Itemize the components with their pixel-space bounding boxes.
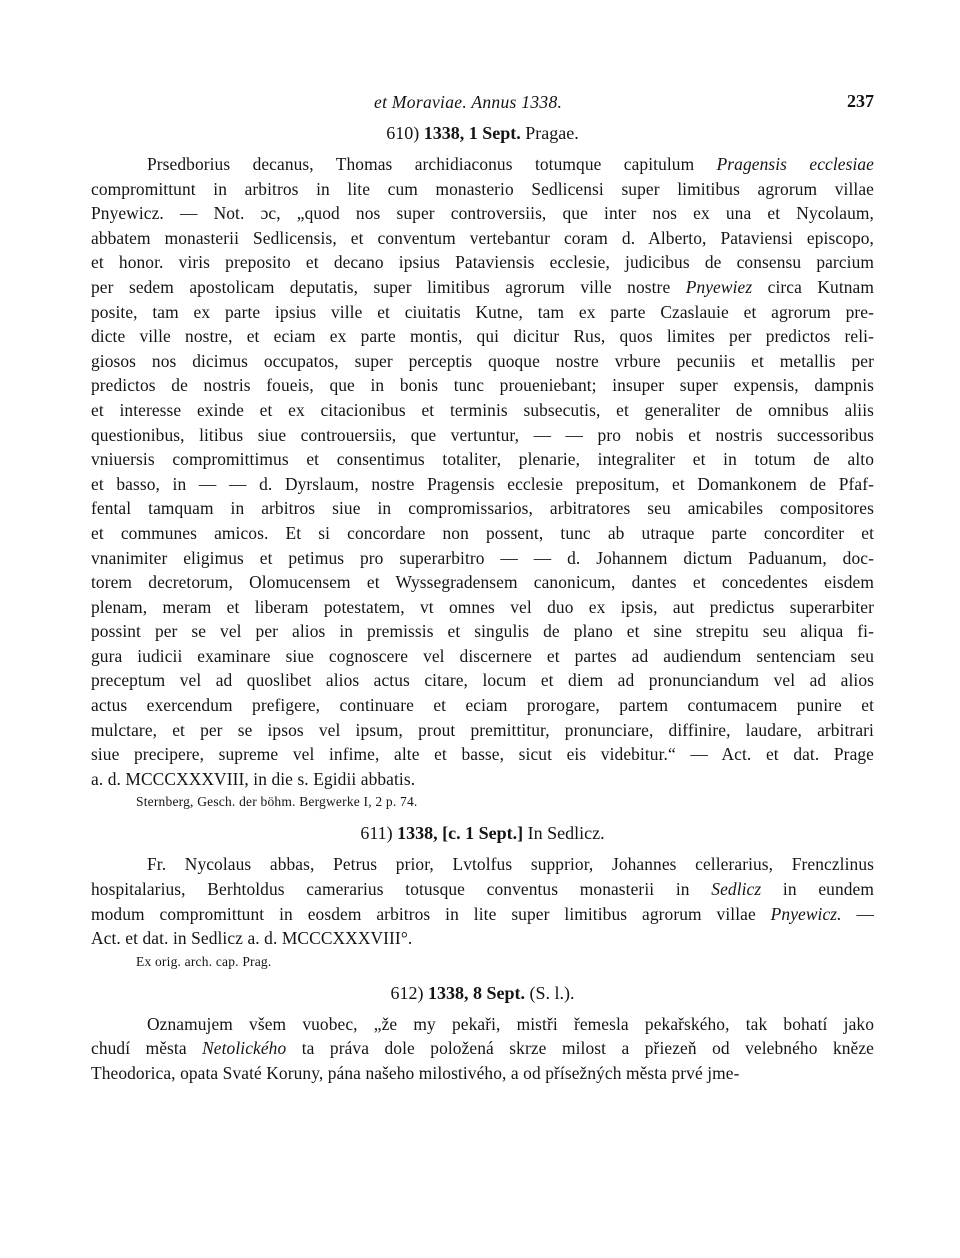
- text-run: chudí města: [91, 1038, 203, 1059]
- entries-container: [91, 118, 874, 1086]
- text-line: [91, 877, 874, 902]
- text-run: et honor. viris preposito et decano ipsius Pataviensis ecclesie, judicibus de consensu parcium: [91, 252, 874, 273]
- running-header: [91, 92, 874, 118]
- text-run: fental tamquam in arbitros siue in compromissarios, arbitratores seu amicabiles compositores: [91, 498, 874, 519]
- text-run: Oznamujem všem vuobec, „že my pekaři, mistři řemesla pekařského, tak bohatí jako: [147, 1013, 874, 1034]
- entry-place: In Sedlicz.: [527, 823, 605, 844]
- text-run: posite, tam ex parte ipsius ville et ciuitatis Kutne, tam ex parte Czaslauie et agrorum pre-: [91, 301, 874, 322]
- text-run: abbatem monasterii Sedlicensis, et conventum vertebantur coram d. Alberto, Pataviensi episcopo,: [91, 227, 874, 248]
- entry-number: 610): [386, 123, 420, 143]
- text-run: plenam, meram et liberam potestatem, vt omnes vel duo ex ipsis, aut predictus superarbiter: [91, 596, 874, 617]
- text-run: Fr. Nycolaus abbas, Petrus prior, Lvtolfus supprior, Johannes cellerarius, Frenczlinus: [147, 854, 874, 875]
- text-line: [91, 275, 874, 300]
- entry-text: [91, 1012, 874, 1086]
- text-line: [91, 852, 874, 877]
- text-line: [91, 902, 874, 927]
- text-run: in eundem: [761, 879, 874, 900]
- text-run: mulctare, et per se ipsos vel ipsum, prout premittitur, pronunciare, diffinire, laudare, arbitrari: [91, 719, 874, 740]
- text-run: predictos de nostris foueis, que in bonis tunc proueniebant; insuper super expensis, dampnis: [91, 375, 874, 396]
- text-run: modum compromittunt in eosdem arbitros in lite super limitibus agrorum villae: [91, 903, 771, 924]
- text-run: Pnyewicz. — Not. ɔc, „quod nos super controversiis, que inter nos ex una et Nycolaum,: [91, 203, 874, 224]
- entry-text: [91, 852, 874, 950]
- page-number: 237: [847, 91, 874, 111]
- text-line: [91, 300, 874, 325]
- text-line: [91, 1012, 874, 1037]
- text-line: [91, 767, 874, 792]
- source-citation: Sternberg, Gesch. der böhm. Bergwerke I, 2 p. 74.: [136, 794, 418, 810]
- text-line: [91, 349, 874, 374]
- text-run: torem decretorum, Olomucensem et Wyssegradensem canonicum, dantes et concedentes eisdem: [91, 572, 874, 593]
- italic-run: Sedlicz: [711, 879, 762, 900]
- text-run: possint per se vel per alios in premissis et singulis de plano et sine strepitu seu aliqua fi-: [91, 621, 874, 642]
- italic-run: Pnyewicz.: [770, 903, 842, 924]
- text-line: [91, 926, 874, 951]
- entry-heading: [91, 818, 874, 848]
- text-run: vniuersis compromittimus et consentimus totaliter, plenarie, integraliter et in totum de alto: [91, 449, 874, 470]
- text-run: dicte ville nostre, et eciam ex parte montis, qui dicitur Rus, quos limites per predictos reli-: [91, 326, 874, 347]
- entry-place: (S. l.).: [529, 982, 575, 1003]
- entry-number: 612): [390, 982, 424, 1003]
- entry-place: Pragae.: [525, 123, 579, 143]
- text-line: [91, 742, 874, 767]
- text-line: [91, 595, 874, 620]
- text-run: hospitalarius, Berhtoldus camerarius totusque conventus monasterii in: [91, 879, 712, 900]
- text-line: [91, 398, 874, 423]
- text-run: actus exercendum prefigere, continuare et eciam prorogare, partem contumacem punire et: [91, 695, 874, 716]
- text-line: [91, 718, 874, 743]
- source-citation: Ex orig. arch. cap. Prag.: [136, 953, 272, 969]
- text-line: [91, 521, 874, 546]
- text-line: [91, 619, 874, 644]
- text-run: giosos nos dicimus occupatos, super perceptis quoque nostre vrbure pecuniis et metallis per: [91, 350, 874, 371]
- document-page: [91, 92, 874, 1086]
- text-run: Act. et dat. in Sedlicz a. d. MCCCXXXVIII°.: [91, 928, 413, 949]
- text-line: [91, 226, 874, 251]
- entry-date: 1338, [c. 1 Sept.]: [397, 823, 524, 844]
- text-run: circa Kutnam: [752, 276, 874, 297]
- text-line: [91, 423, 874, 448]
- text-run: et interesse exinde et ex citacionibus et terminis subsecutis, et generaliter de omnibus aliis: [91, 399, 874, 420]
- text-line: [91, 1061, 874, 1086]
- text-run: et communes amicos. Et si concordare non possent, tunc ab utraque parte concorditer et: [91, 522, 874, 543]
- entry-date: 1338, 8 Sept.: [427, 982, 525, 1003]
- text-line: [91, 570, 874, 595]
- text-run: Prsedborius decanus, Thomas archidiaconus totumque capitulum: [147, 154, 717, 174]
- text-line: [91, 177, 874, 202]
- entry-number: 611): [360, 823, 393, 844]
- text-line: [91, 250, 874, 275]
- text-run: Theodorica, opata Svaté Koruny, pána našeho milostivého, a od přísežných města prvé jme-: [91, 1063, 740, 1083]
- text-line: [91, 201, 874, 226]
- text-run: ta práva dole položená skrze milost a přiezeň od velebného kněze: [286, 1038, 874, 1059]
- text-line: [91, 1036, 874, 1061]
- italic-run: Pnyewiez: [685, 276, 753, 297]
- text-line: [91, 496, 874, 521]
- entry-text: [91, 152, 874, 791]
- text-line: [91, 644, 874, 669]
- italic-run: Netolického: [202, 1038, 287, 1059]
- text-run: —: [841, 903, 874, 924]
- text-run: preceptum vel ad quoslibet alios actus citare, locum et diem ad pronunciandum vel ad alios: [91, 670, 874, 691]
- text-line: [91, 152, 874, 177]
- entry-heading: [91, 118, 874, 148]
- italic-run: Pragensis ecclesiae: [716, 154, 875, 174]
- text-run: siue precipere, supreme vel infime, alte et basse, sicut eis videbitur.“ — Act. et dat. Prage: [91, 744, 874, 765]
- text-run: per sedem apostolicam deputatis, super limitibus agrorum ville nostre: [91, 276, 686, 297]
- entry-heading: [91, 978, 874, 1008]
- text-line: [91, 546, 874, 571]
- text-line: [91, 373, 874, 398]
- text-line: [91, 324, 874, 349]
- text-line: [91, 447, 874, 472]
- text-run: et basso, in — — d. Dyrslaum, nostre Pragensis ecclesie prepositum, et Domankonem de Pfaf-: [91, 473, 874, 494]
- text-run: gura iudicii examinare siue cognoscere vel discernere et partes ad audiendum sentenciam seu: [91, 645, 874, 666]
- text-run: vnanimiter eligimus et petimus pro superarbitro — — d. Johannem dictum Paduanum, doc-: [91, 547, 874, 568]
- running-title: et Moraviae. Annus 1338.: [374, 92, 563, 112]
- text-line: [91, 472, 874, 497]
- text-line: [91, 668, 874, 693]
- entry-date: 1338, 1 Sept.: [423, 123, 521, 143]
- text-line: [91, 693, 874, 718]
- text-run: compromittunt in arbitros in lite cum monasterio Sedlicensi super limitibus agrorum villae: [91, 178, 874, 199]
- text-run: questionibus, litibus siue controuersiis, que vertuntur, — — pro nobis et nostris successoribus: [91, 424, 874, 445]
- text-run: a. d. MCCCXXXVIII, in die s. Egidii abbatis.: [91, 768, 416, 789]
